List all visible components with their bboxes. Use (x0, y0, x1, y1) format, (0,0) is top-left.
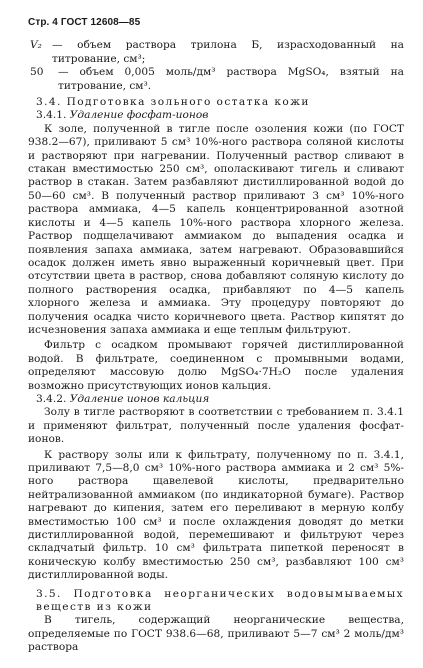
document-page (28, 16, 404, 655)
subsection-heading-3-4-2 (36, 393, 404, 406)
subsection-title: Удаление фосфат-ионов (69, 109, 209, 122)
paragraph-calcium-removal: К раствору золы или к фильтрату, полученному по п. 3.4.1, приливают 7,5—8,0 см³ 10%-ного раствора аммиака и 2 см³ 5%-ного раствора щавелевой кислоты, предварительно нейтрализованной аммиаком (по индикаторной бумаге). Раствор нагревают до кипения, затем его переливают в мерную колбу вместимостью 100 см³ и после охлаждения доводят до метки дистиллированной водой, перемешивают и фильтруют через складчатый фильтр. 10 см³ фильтрата пипеткой переносят в коническую колбу вместимостью 250 см³, разбавляют 100 см³ дистиллированной воды. (28, 448, 404, 582)
paragraph-ash-dissolve: Золу в тигле растворяют в соответствии с требованием п. 3.4.1 и применяют фильтрат, полученный после удаления фосфат-ионов. (28, 406, 404, 446)
subsection-title: Удаление ионов кальция (69, 392, 210, 405)
subsection-heading-3-4-1 (36, 109, 404, 122)
paragraph-inorganic-prep: В тигель, содержащий неорганические вещества, определяемые по ГОСТ 938.6—68, приливают 5—7 см³ 2 моль/дм³ раствора (28, 614, 404, 654)
definition-text: — объем раствора трилона Б, израсходованный на титрование, см³; (52, 39, 404, 65)
definition-text: — объем 0,005 моль/дм³ раствора MgSO₄, взятый на титрование, см³. (58, 66, 404, 92)
subsection-number: 3.4.1. (36, 109, 67, 122)
definition-term: V₂ (30, 39, 42, 52)
definition-term: 50 (30, 66, 44, 79)
definition-50 (30, 66, 404, 93)
subsection-number: 3.4.2. (36, 392, 67, 405)
section-heading-3-5: 3.5. Подготовка неорганических водовымываемых веществ из кожи (36, 587, 404, 614)
paragraph-filter-wash: Фильтр с осадком промывают горячей дистиллированной водой. В фильтрате, соединенном с промывными водами, определяют массовую долю MgSO₄·7H₂O после удаления возможно присутствующих ионов кальция. (28, 339, 404, 392)
section-heading-3-4: 3.4. Подготовка зольного остатка кожи (36, 96, 310, 109)
definition-v2 (30, 39, 404, 66)
paragraph-phosphate-removal: К золе, полученной в тигле после озоления кожи (по ГОСТ 938.2—67), приливают 5 см³ 10%-ного раствора соляной кислоты и растворяют при нагревании. Полученный раствор сливают в стакан вместимостью 250 см³, ополаскивают тигель и сливают раствор в стакан. Затем разбавляют дистиллированной водой до 50—60 см³. В полученный раствор приливают 3 см³ 10%-ного раствора аммиака, 4—5 капель концентрированной азотной кислоты и 4—5 капель 10%-ного раствора хлорного железа. Раствор подщелачивают аммиаком до выпадения осадка и появления запаха аммиака, затем нагревают. Образовавшийся осадок должен иметь явно выраженный коричневый цвет. При отсутствии цвета в раствор, снова добавляют соляную кислоту до полного растворения осадка, прибавляют по 4—5 капель хлорного железа и аммиака. Эту процедуру повторяют до получения осадка чисто коричневого цвета. Раствор кипятят до исчезновения запаха аммиака и еще теплым фильтруют. (28, 122, 404, 336)
page-header: Стр. 4 ГОСТ 12608—85 (28, 17, 141, 28)
